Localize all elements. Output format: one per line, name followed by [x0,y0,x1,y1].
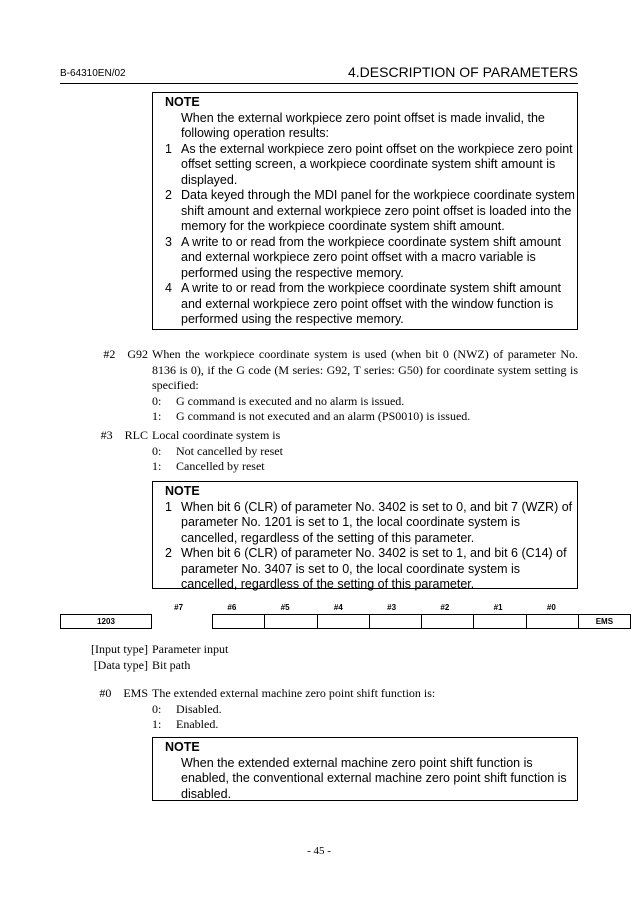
data-type-label: [Data type] [93,657,148,672]
option-key: 0: [152,393,162,408]
note-title: NOTE [165,95,200,109]
note-item [153,142,577,189]
bit-cell-6 [264,614,317,629]
note-item-text: A write to or read from the workpiece coordinate system shift amount and external workpiece zero point offset with the window function is performed using the respective memory. [181,281,562,326]
bit-header-1: #1 [493,603,503,612]
bit-cell-5 [317,614,370,629]
param-option [152,459,578,475]
param-option [152,394,578,410]
param-bit-label: #0 EMS [99,686,148,700]
page-number: - 45 - [307,845,331,857]
note-item-text: Data keyed through the MDI panel for the workpiece coordinate system shift amount and external workpiece zero point offset is loaded into the memory for the workpiece coordinate system shift amount. [181,188,575,233]
option-value: Disabled. [176,701,222,716]
note-title: NOTE [165,484,200,498]
data-type-value: Bit path [152,657,191,672]
document-code: B-64310EN/02 [60,68,126,79]
bit-table-header [152,603,578,612]
param-number-cell: 1203 [60,614,152,629]
param-entry-g92 [60,347,578,425]
param-description: When the workpiece coordinate system is used (when bit 0 (NWZ) of parameter No. 8136 is 0), if the G code (M series: G92, T series: G50) for coordinate system setting is specified: [152,347,578,392]
bit-header-2: #2 [440,603,450,612]
param-description: Local coordinate system is [152,428,281,442]
section-title: 4.DESCRIPTION OF PARAMETERS [348,64,578,80]
option-value: G command is not executed and an alarm (PS0010) is issued. [176,409,471,423]
bit-header-7: #7 [174,603,184,612]
bit-cell-2 [473,614,526,629]
option-key: 0: [152,443,162,458]
param-option [152,409,578,425]
note-box-1 [152,92,578,330]
note-intro: When the extended external machine zero point shift function is enabled, the conventional external machine zero point shift function is disabled. [181,755,567,801]
bit-header-3: #3 [387,603,397,612]
note-item-number: 1 [165,141,172,156]
option-key: 1: [152,717,162,731]
note-item-text: As the external workpiece zero point offset on the workpiece zero point offset setting screen, a workpiece coordinate system shift amount is displayed. [181,141,573,187]
param-description: The extended external machine zero point shift function is: [152,686,436,700]
bit-cell-0: EMS [578,614,631,629]
note-item-number: 2 [165,546,172,560]
note-item-number: 2 [165,188,172,202]
note-item [153,235,577,282]
input-type-value: Parameter input [152,642,229,656]
note-item-number: 3 [165,234,172,249]
param-option [152,444,578,460]
option-key: 1: [152,459,162,473]
input-type-label: [Input type] [91,642,148,656]
bit-cell-4 [369,614,422,629]
note-item-text: When bit 6 (CLR) of parameter No. 3402 is set to 0, and bit 7 (WZR) of parameter No. 1201 is set to 1, the local coordinate system is cancelled, regardless of the setting of this parameter. [181,499,573,545]
option-value: Not cancelled by reset [176,443,283,458]
note-item-number: 4 [165,281,172,295]
note-box-2 [152,481,578,589]
note-intro: When the external workpiece zero point offset is made invalid, the following operation results: [181,110,545,140]
option-value: G command is executed and no alarm is issued. [176,393,405,408]
option-value: Enabled. [176,717,219,731]
param-option [152,717,578,733]
note-item [153,188,577,235]
note-title: NOTE [165,740,200,754]
note-item-text: A write to or read from the workpiece coordinate system shift amount and external workpiece zero point offset with a macro variable is performed using the respective memory. [181,234,562,280]
param-bit-label: #2 G92 [103,347,148,361]
note-item-number: 1 [165,499,172,514]
note-item [153,546,577,593]
param-bit-label: #3 RLC [100,428,148,442]
bit-cell-3 [421,614,474,629]
bit-table-row [60,614,630,629]
option-key: 0: [152,701,162,716]
option-value: Cancelled by reset [176,459,265,473]
bit-header-6: #6 [227,603,237,612]
param-entry-rlc [60,428,578,475]
bit-header-5: #5 [280,603,290,612]
bit-cell-1 [526,614,579,629]
bit-cell-7 [212,614,265,629]
note-box-3 [152,737,578,801]
param-option [152,702,578,718]
bit-header-0: #0 [546,603,556,612]
note-item [153,500,577,547]
bit-header-4: #4 [333,603,343,612]
header-rule [60,83,578,84]
param-types [60,642,228,673]
note-item [153,281,577,328]
param-entry-ems [60,686,578,733]
note-item-text: When bit 6 (CLR) of parameter No. 3402 is set to 1, and bit 6 (C14) of parameter No. 3407 is set to 0, the local coordinate system is cancelled, regardless of the setting of this parameter. [181,546,567,591]
option-key: 1: [152,409,162,423]
